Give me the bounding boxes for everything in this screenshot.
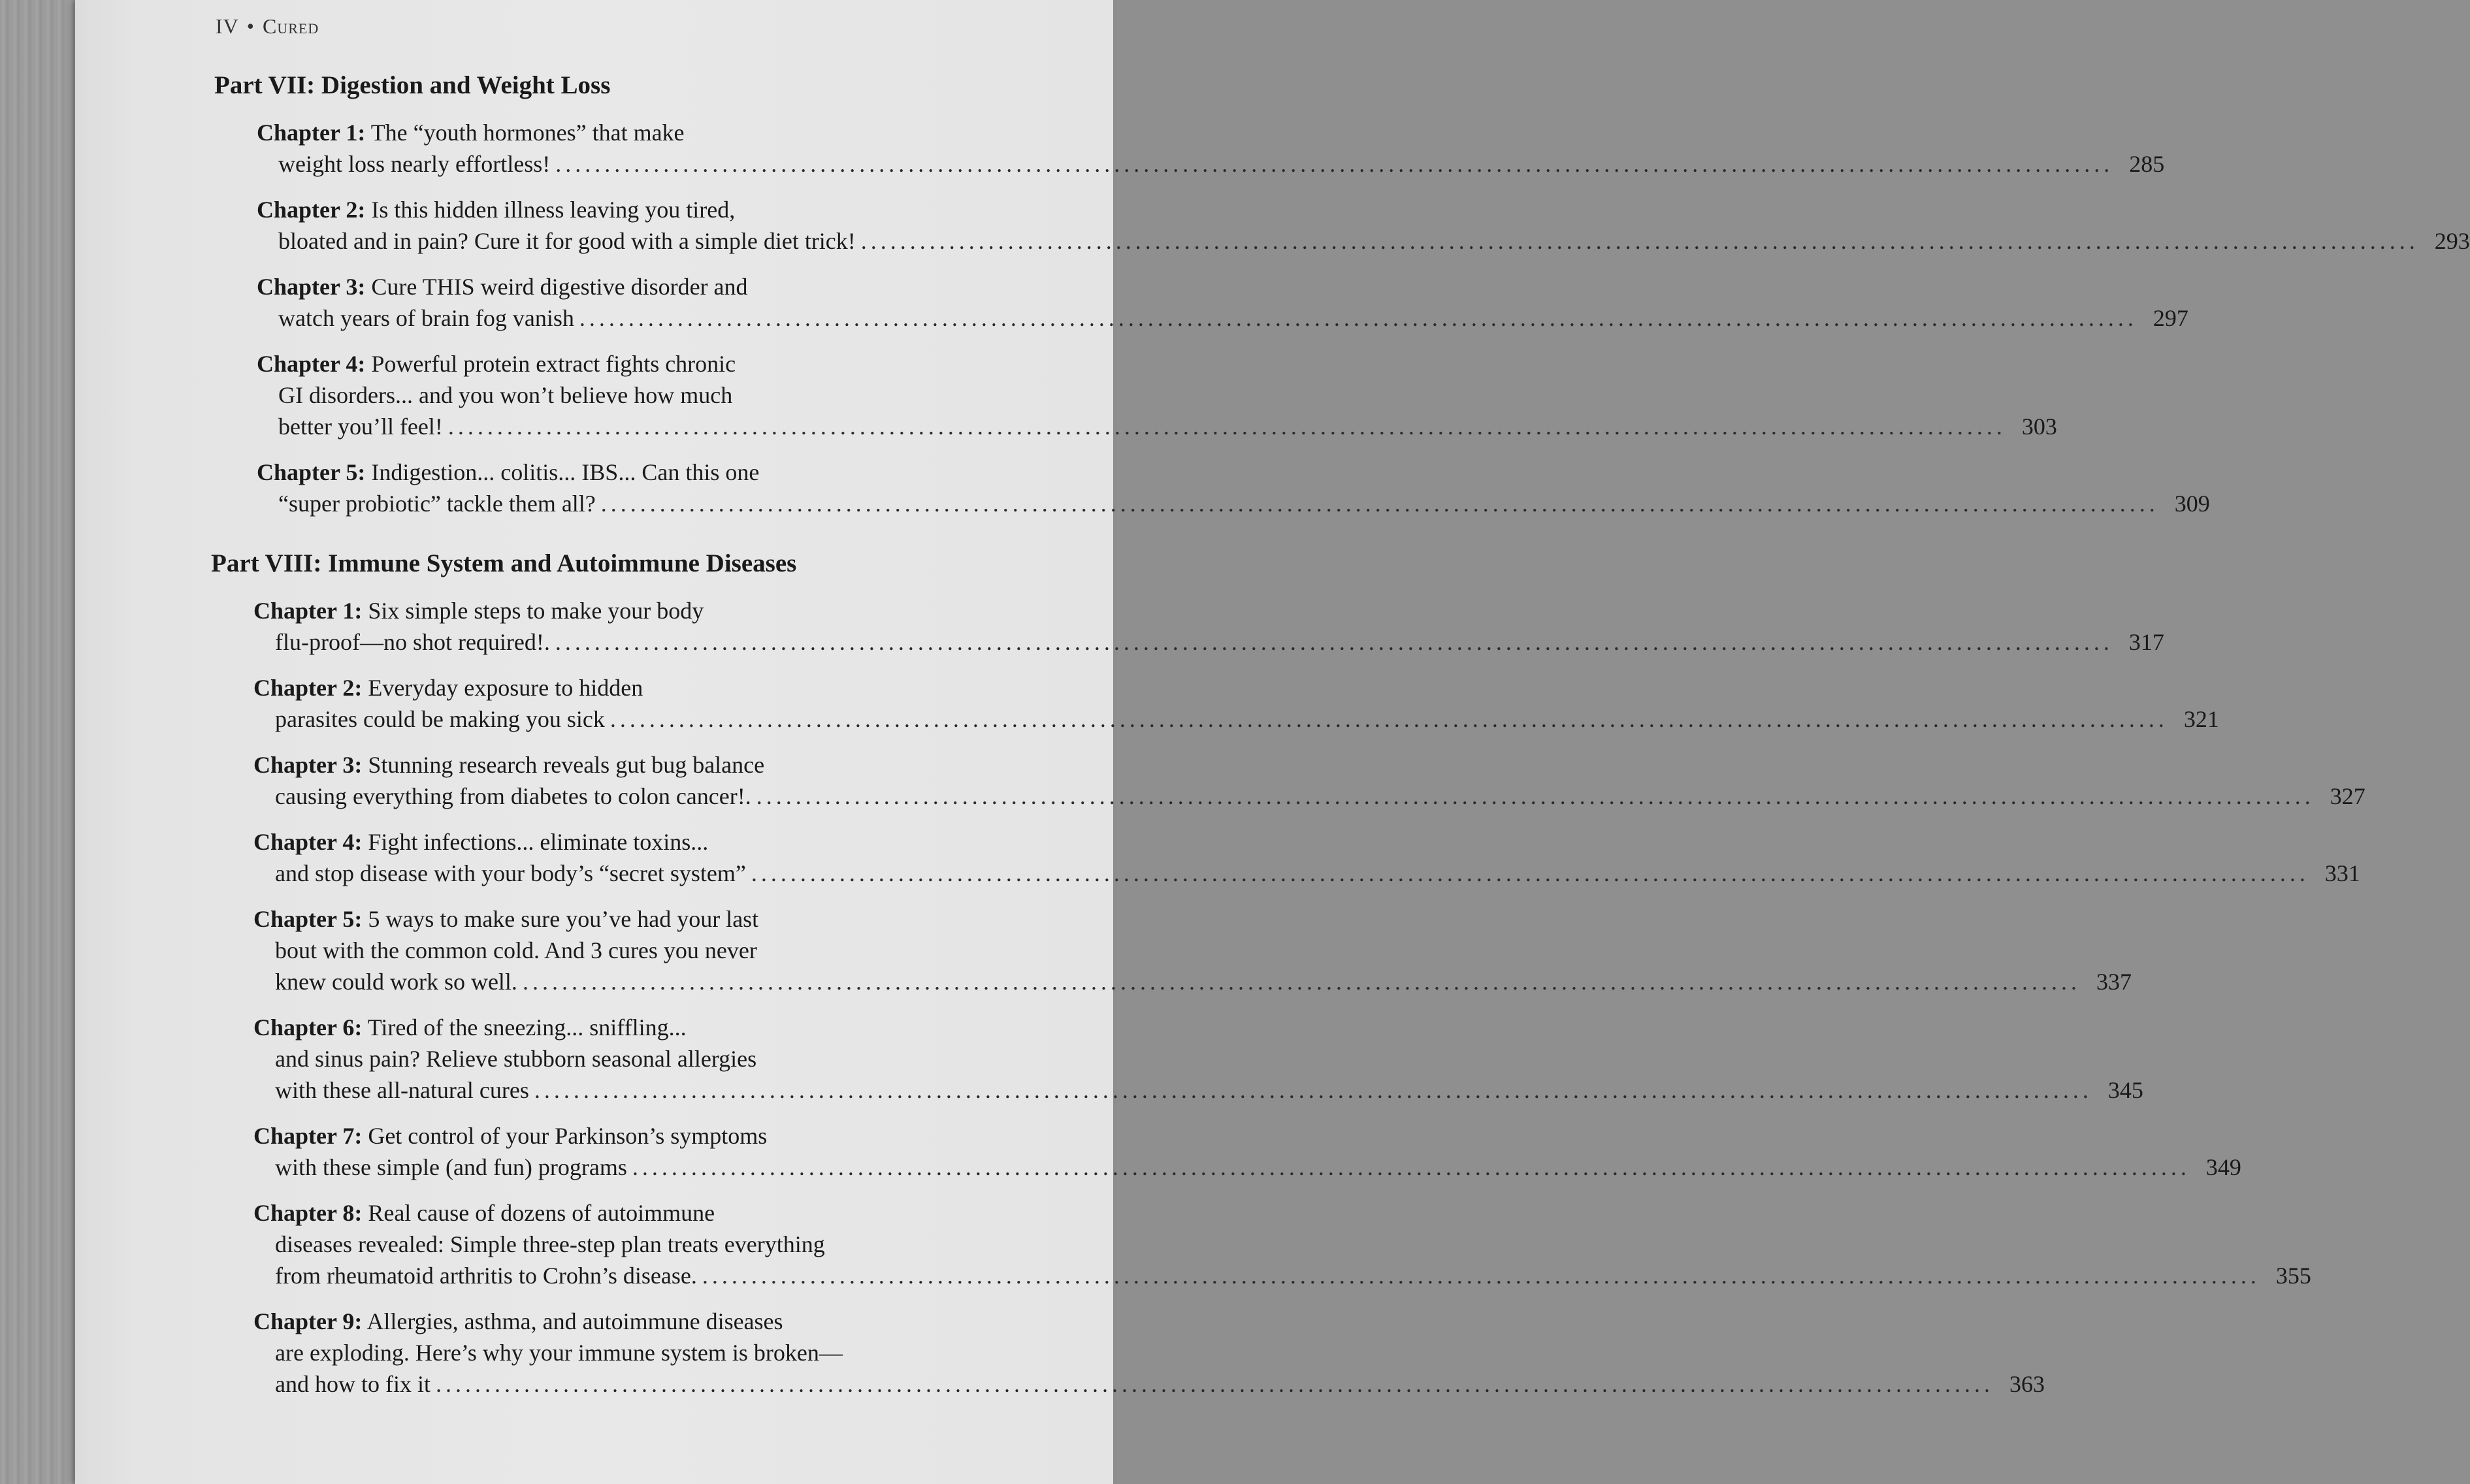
toc-entry: [214, 271, 2188, 334]
part-section: [214, 71, 2470, 534]
toc-entry: [214, 457, 2210, 519]
toc-entry: [214, 348, 2057, 442]
chapter-label: Chapter 7:: [253, 1123, 363, 1149]
dot-leader: ...............................................................................................................................................................: [600, 491, 2159, 517]
chapter-label: Chapter 2:: [257, 197, 366, 223]
chapter-title-line: Indigestion... colitis... IBS... Can this one: [371, 459, 760, 485]
header-bullet: •: [246, 14, 255, 38]
chapter-title-line: and how to fix it: [275, 1371, 431, 1397]
chapter-title-line: Fight infections... eliminate toxins...: [368, 829, 709, 855]
part-title: Part VII: Digestion and Weight Loss: [214, 71, 611, 99]
chapter-title-line: bout with the common cold. And 3 cures you never: [275, 937, 757, 963]
chapter-title-line: “super probiotic” tackle them all?: [278, 491, 596, 517]
page-number: 317: [2128, 629, 2164, 655]
dot-leader: ...............................................................................................................................................................: [756, 783, 2315, 809]
chapter-label: Chapter 5:: [257, 459, 366, 485]
chapter-label: Chapter 4:: [253, 829, 363, 855]
chapter-title-line: Get control of your Parkinson’s symptoms: [368, 1123, 768, 1149]
toc-entry: [211, 903, 2132, 997]
dot-leader: ...............................................................................................................................................................: [632, 1154, 2190, 1180]
page-number: 293: [2434, 228, 2470, 254]
dot-leader: ...............................................................................................................................................................: [609, 706, 2168, 732]
chapter-label: Chapter 2:: [253, 675, 363, 701]
header-page-roman: IV: [216, 14, 239, 38]
toc-entry: [211, 1197, 2311, 1291]
chapter-title-line: better you’ll feel!: [278, 413, 443, 440]
dot-leader: ...............................................................................................................................................................: [860, 228, 2419, 254]
dot-leader: ...............................................................................................................................................................: [555, 629, 2113, 655]
part-section: [211, 549, 2365, 1414]
chapter-title-line: Allergies, asthma, and autoimmune diseases: [366, 1308, 783, 1334]
chapter-label: Chapter 5:: [253, 906, 363, 932]
toc-entry: [214, 117, 2165, 180]
chapter-title-line: Is this hidden illness leaving you tired,: [371, 197, 736, 223]
chapter-label: Chapter 9:: [253, 1308, 363, 1334]
chapter-title-line: with these simple (and fun) programs: [275, 1154, 627, 1180]
chapter-title-line: 5 ways to make sure you’ve had your last: [368, 906, 759, 932]
dot-leader: ...............................................................................................................................................................: [555, 151, 2114, 177]
page-number: 309: [2174, 491, 2210, 517]
chapter-label: Chapter 3:: [253, 752, 363, 778]
toc-entry: [211, 595, 2164, 658]
page-number: 345: [2107, 1077, 2143, 1103]
toc-entry: [211, 1120, 2241, 1183]
page-number: 327: [2330, 783, 2365, 809]
chapter-title-line: diseases revealed: Simple three-step plan treats everything: [275, 1231, 825, 1257]
chapter-title-line: are exploding. Here’s why your immune system is broken—: [275, 1340, 843, 1366]
chapter-title-line: Real cause of dozens of autoimmune: [368, 1200, 715, 1226]
chapter-title-line: parasites could be making you sick: [275, 706, 605, 732]
chapter-title-line: and stop disease with your body’s “secret system”: [275, 860, 746, 886]
chapter-title-line: and sinus pain? Relieve stubborn seasonal allergies: [275, 1046, 757, 1072]
chapter-title-line: Cure THIS weird digestive disorder and: [371, 274, 748, 300]
chapter-title-line: with these all-natural cures: [275, 1077, 529, 1103]
page-number: 285: [2129, 151, 2165, 177]
chapter-title-line: knew could work so well.: [275, 969, 517, 995]
page-number: 349: [2205, 1154, 2241, 1180]
chapter-label: Chapter 1:: [257, 120, 366, 146]
chapter-label: Chapter 6:: [253, 1014, 363, 1040]
page-number: 355: [2275, 1263, 2311, 1289]
toc-entry: [211, 749, 2365, 812]
dot-leader: ...............................................................................................................................................................: [447, 413, 2006, 440]
chapter-label: Chapter 8:: [253, 1200, 363, 1226]
toc-entry: [211, 1012, 2143, 1106]
chapter-title-line: Stunning research reveals gut bug balance: [368, 752, 765, 778]
page-number: 363: [2009, 1371, 2045, 1397]
chapter-title-line: from rheumatoid arthritis to Crohn’s disease.: [275, 1263, 697, 1289]
toc-entry: [214, 194, 2470, 257]
toc-entry: [211, 672, 2219, 735]
page-number: 303: [2021, 413, 2057, 440]
chapter-title-line: Everyday exposure to hidden: [368, 675, 643, 701]
chapter-title-line: GI disorders... and you won’t believe how much: [278, 382, 733, 408]
dot-leader: ...............................................................................................................................................................: [751, 860, 2309, 886]
chapter-label: Chapter 1:: [253, 598, 363, 624]
dot-leader: ...............................................................................................................................................................: [534, 1077, 2092, 1103]
page-number: 321: [2183, 706, 2219, 732]
dot-leader: ...............................................................................................................................................................: [522, 969, 2081, 995]
part-title: Part VIII: Immune System and Autoimmune Diseases: [211, 549, 797, 577]
running-header: [216, 14, 319, 39]
dot-leader: ...............................................................................................................................................................: [579, 305, 2137, 331]
dot-leader: ...............................................................................................................................................................: [435, 1371, 1994, 1397]
chapter-title-line: Six simple steps to make your body: [368, 598, 704, 624]
chapter-title-line: causing everything from diabetes to colon cancer!.: [275, 783, 751, 809]
chapter-title-line: bloated and in pain? Cure it for good with a simple diet trick!: [278, 228, 856, 254]
chapter-label: Chapter 4:: [257, 351, 366, 377]
chapter-title-line: The “youth hormones” that make: [370, 120, 685, 146]
page-number: 297: [2153, 305, 2188, 331]
chapter-title-line: Tired of the sneezing... sniffling...: [367, 1014, 687, 1040]
chapter-label: Chapter 3:: [257, 274, 366, 300]
page-number: 331: [2324, 860, 2360, 886]
page-number: 337: [2096, 969, 2132, 995]
header-book-title: Cured: [262, 14, 319, 38]
chapter-title-line: Powerful protein extract fights chronic: [371, 351, 736, 377]
chapter-title-line: flu-proof—no shot required!.: [275, 629, 550, 655]
toc-entry: [211, 826, 2360, 889]
chapter-title-line: weight loss nearly effortless!: [278, 151, 551, 177]
chapter-title-line: watch years of brain fog vanish: [278, 305, 574, 331]
toc-entry: [211, 1306, 2045, 1400]
dot-leader: ...............................................................................................................................................................: [702, 1263, 2260, 1289]
